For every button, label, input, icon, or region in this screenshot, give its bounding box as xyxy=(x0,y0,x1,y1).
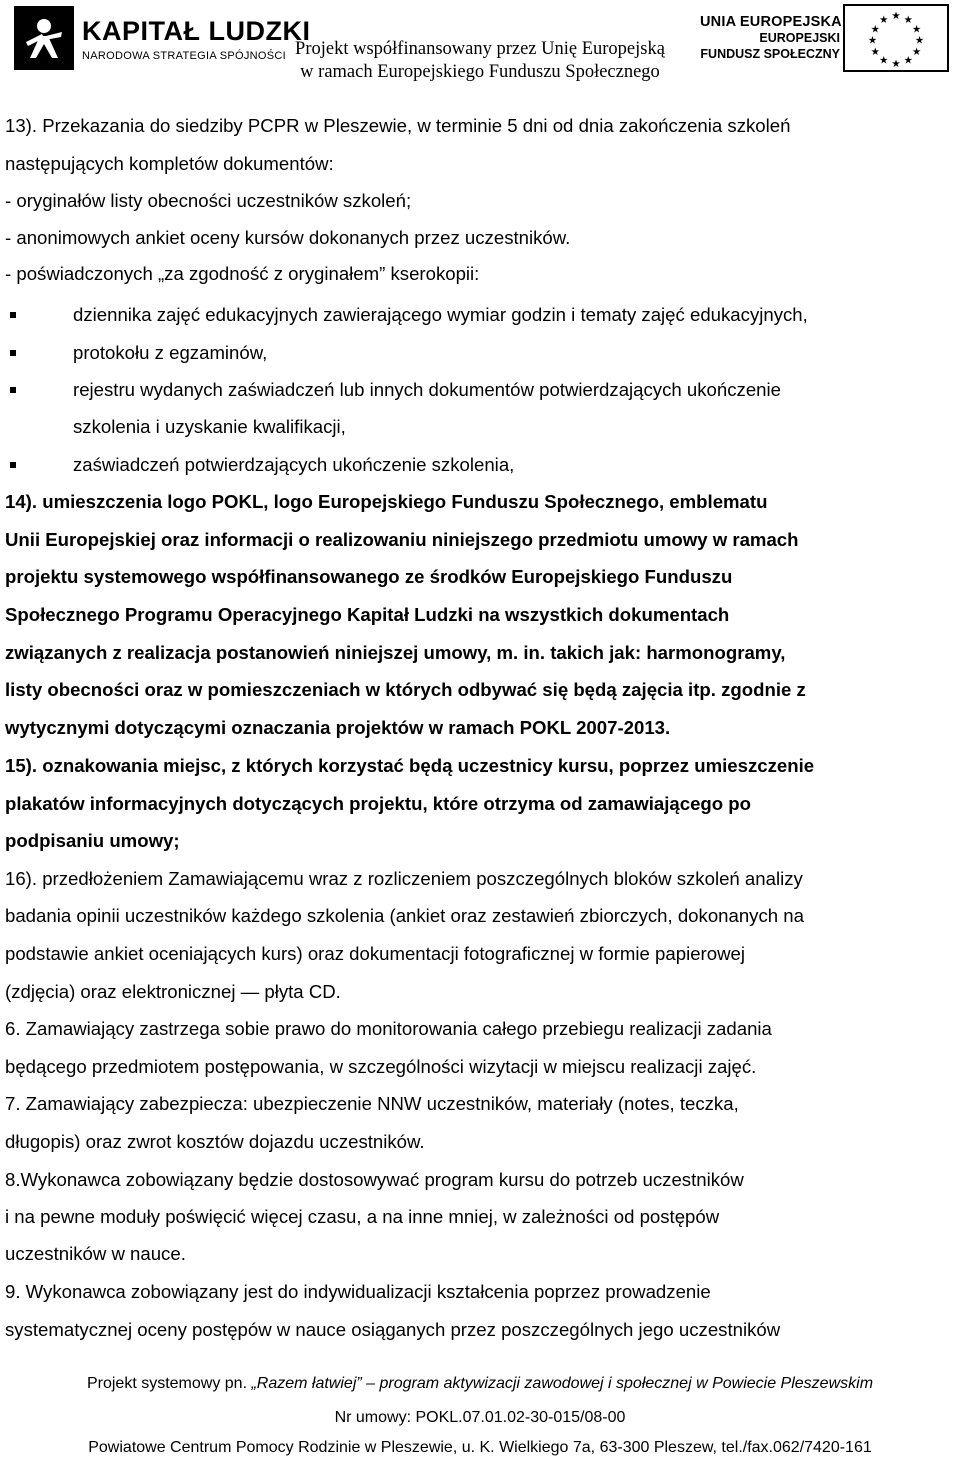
kl-title: KAPITAŁ LUDZKI xyxy=(82,16,311,46)
bullet-icon xyxy=(10,312,16,318)
p9-line-1: 9. Wykonawca zobowiązany jest do indywidualizacji kształcenia poprzez prowadzenie xyxy=(5,1281,711,1302)
footer-project-line xyxy=(0,1374,960,1394)
svg-text:★: ★ xyxy=(903,13,913,26)
eu-flag-icon xyxy=(843,4,949,72)
p14-line-4: Społecznego Programu Operacyjnego Kapitał Ludzki na wszystkich dokumentach xyxy=(5,604,730,625)
p15-line-1: 15). oznakowania miejsc, z których korzystać będą uczestnicy kursu, poprzez umieszczenie xyxy=(5,755,815,776)
svg-text:★: ★ xyxy=(912,45,922,58)
p7-line-2: długopis) oraz zwrot kosztów dojazdu uczestników. xyxy=(5,1131,425,1152)
svg-text:★: ★ xyxy=(879,54,889,67)
svg-text:★: ★ xyxy=(912,23,922,36)
list-item-continuation: szkolenia i uzyskanie kwalifikacji, xyxy=(73,416,346,437)
svg-text:★: ★ xyxy=(891,10,901,23)
p14-line-7: wytycznymi dotyczącymi oznaczania projektów w ramach POKL 2007-2013. xyxy=(5,717,671,738)
p6-line-2: będącego przedmiotem postępowania, w szczególności wizytacji w miejscu realizacji zajęć. xyxy=(5,1056,757,1077)
footer-contract-number: Nr umowy: POKL.07.01.02-30-015/08-00 xyxy=(334,1409,626,1426)
p13-line-5: - poświadczonych „za zgodność z oryginałem” kserokopii: xyxy=(5,263,480,284)
svg-text:★: ★ xyxy=(867,34,878,47)
p9-line-2: systematycznej oceny postępów w nauce osiąganych przez poszczególnych jego uczestników xyxy=(5,1319,781,1340)
p16-line-1: 16). przedłożeniem Zamawiającemu wraz z rozliczeniem poszczególnych bloków szkoleń analizy xyxy=(5,868,803,889)
list-item-text: protokołu z egzaminów, xyxy=(73,342,268,363)
svg-text:★: ★ xyxy=(870,45,880,58)
kapital-ludzki-logo xyxy=(10,6,311,76)
bullet-icon xyxy=(10,350,16,356)
p13-line-3: - oryginałów listy obecności uczestników szkoleń; xyxy=(5,190,412,211)
p6-line-1: 6. Zamawiający zastrzega sobie prawo do monitorowania całego przebiegu realizacji zadania xyxy=(5,1018,772,1039)
p8-line-3: uczestników w nauce. xyxy=(5,1243,186,1264)
svg-text:★: ★ xyxy=(903,54,913,67)
p14-line-3: projektu systemowego współfinansowanego ze środków Europejskiego Funduszu xyxy=(5,566,733,587)
list-item-text: zaświadczeń potwierdzających ukończenie szkolenia, xyxy=(73,454,515,475)
p16-line-4: (zdjęcia) oraz elektronicznej — płyta CD. xyxy=(5,981,341,1002)
footer-project-prefix: Projekt systemowy pn. xyxy=(86,1375,252,1392)
p14-line-6: listy obecności oraz w pomieszczeniach w których odbywać się będą zajęcia itp. zgodnie z xyxy=(5,679,806,700)
p14-line-1: 14). umieszczenia logo POKL, logo Europejskiego Funduszu Społecznego, emblematu xyxy=(5,491,768,512)
cofunding-line-2: w ramach Europejskiego Funduszu Społecznego xyxy=(300,62,660,82)
list-item-text: dziennika zajęć edukacyjnych zawierającego wymiar godzin i tematy zajęć edukacyjnych, xyxy=(73,304,808,325)
p13-line-4: - anonimowych ankiet oceny kursów dokonanych przez uczestników. xyxy=(5,227,571,248)
footer-address: Powiatowe Centrum Pomocy Rodzinie w Pleszewie, u. K. Wielkiego 7a, 63-300 Pleszew, tel./fax.062/7420-161 xyxy=(88,1439,872,1456)
svg-text:★: ★ xyxy=(914,34,925,47)
kl-subtitle: NARODOWA STRATEGIA SPÓJNOŚCI xyxy=(82,50,286,62)
p8-line-2: i na pewne moduły poświęcić więcej czasu, a na inne mniej, w zależności od postępów xyxy=(5,1206,720,1227)
footer-project-name: „Razem łatwiej” – program aktywizacji zawodowej i społecznej w Powiecie Pleszewskim xyxy=(251,1375,874,1392)
p14-line-2: Unii Europejskiej oraz informacji o realizowaniu niniejszego przedmiotu umowy w ramach xyxy=(5,529,799,550)
svg-text:★: ★ xyxy=(870,23,880,36)
svg-text:★: ★ xyxy=(879,13,889,26)
list-item-text: rejestru wydanych zaświadczeń lub innych dokumentów potwierdzających ukończenie xyxy=(73,379,781,400)
svg-text:★: ★ xyxy=(891,58,901,71)
p14-line-5: związanych z realizacja postanowień niniejszej umowy, m. in. takich jak: harmonogramy, xyxy=(5,642,786,663)
bullet-icon xyxy=(10,387,16,393)
p16-line-3: podstawie ankiet oceniających kurs) oraz dokumentacji fotograficznej w formie papierowej xyxy=(5,943,745,964)
cofunding-note xyxy=(280,38,680,84)
cofunding-line-1: Projekt współfinansowany przez Unię Europejską xyxy=(295,39,665,59)
p13-line-2: następujących kompletów dokumentów: xyxy=(5,153,334,174)
eu-line-1: UNIA EUROPEJSKA xyxy=(700,14,842,30)
p7-line-1: 7. Zamawiający zabezpiecza: ubezpieczenie NNW uczestników, materiały (notes, teczka, xyxy=(5,1093,739,1114)
p13-line-1: 13). Przekazania do siedziby PCPR w Pleszewie, w terminie 5 dni od dnia zakończenia szkoleń xyxy=(5,115,791,136)
eu-line-2: EUROPEJSKI xyxy=(759,31,840,45)
bullet-icon xyxy=(10,462,16,468)
p15-line-2: plakatów informacyjnych dotyczących projektu, które otrzyma od zamawiającego po xyxy=(5,793,752,814)
eu-logo-text xyxy=(700,14,840,62)
eu-line-3: FUNDUSZ SPOŁECZNY xyxy=(700,47,840,61)
p8-line-1: 8.Wykonawca zobowiązany będzie dostosowywać program kursu do potrzeb uczestników xyxy=(5,1169,744,1190)
kapital-ludzki-emblem-icon xyxy=(14,6,74,70)
p15-line-3: podpisaniu umowy; xyxy=(5,830,180,851)
page-header xyxy=(0,0,960,108)
p16-line-2: badania opinii uczestników każdego szkolenia (ankiet oraz zestawień zbiorczych, dokonanych na xyxy=(5,905,804,926)
